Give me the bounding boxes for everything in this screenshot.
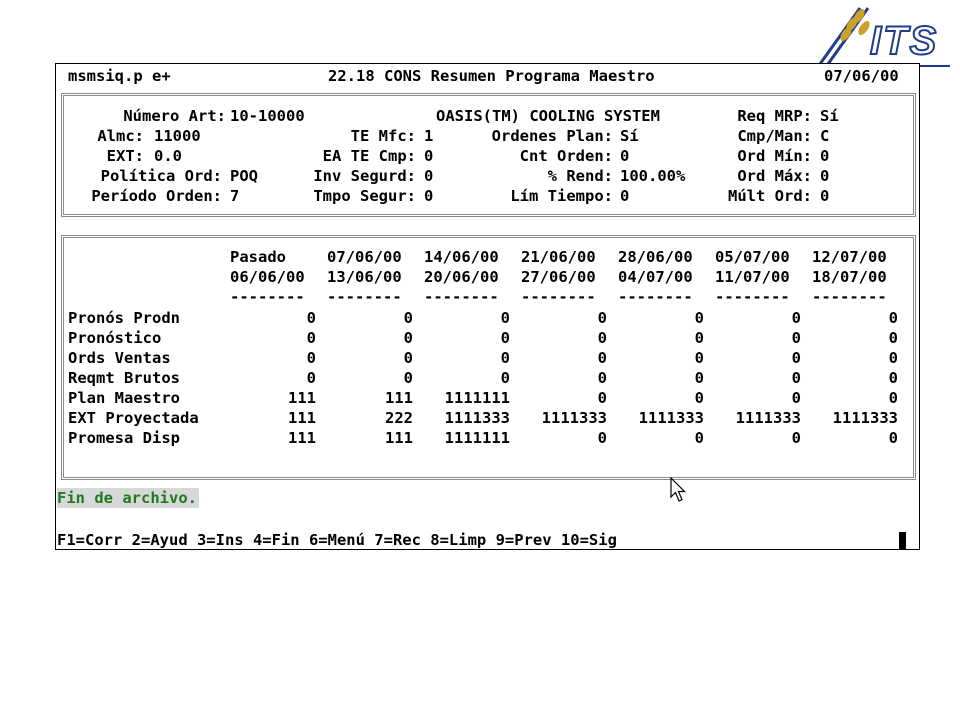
- function-keys-bar[interactable]: F1=Corr 2=Ayud 3=Ins 4=Fin 6=Menú 7=Rec 8=Limp 9=Prev 10=Sig: [57, 531, 617, 549]
- req-mrp-label: Req MRP:: [737, 107, 812, 125]
- logo-text: ITS: [870, 19, 939, 63]
- cell-value: 0: [597, 349, 607, 367]
- cell-value: 111: [288, 409, 316, 427]
- cell-value: 0: [791, 349, 801, 367]
- cell-value: 0: [403, 369, 413, 387]
- cell-value: 111: [288, 429, 316, 447]
- cell-value: 111: [288, 389, 316, 407]
- cell-value: 1111111: [444, 429, 510, 447]
- cell-value: 0: [888, 369, 898, 387]
- cell-value: 0: [500, 349, 510, 367]
- politica-ord-label: Política Ord:: [100, 167, 222, 185]
- col-6-from: 12/07/00: [812, 248, 887, 266]
- cell-value: 0: [597, 329, 607, 347]
- ord-min-label: Ord Mín:: [737, 147, 812, 165]
- cell-value: 0: [791, 329, 801, 347]
- row-label-ords-ventas: Ords Ventas: [68, 349, 171, 367]
- te-mfc-value: 1: [424, 127, 434, 145]
- ea-te-cmp-value: 0: [424, 147, 434, 165]
- te-mfc-label: TE Mfc:: [350, 127, 416, 145]
- cnt-orden-value: 0: [620, 147, 630, 165]
- cell-value: 0: [306, 309, 316, 327]
- ea-te-cmp-label: EA TE Cmp:: [322, 147, 416, 165]
- mult-ord-label: Múlt Ord:: [728, 187, 812, 205]
- cell-value: 1111333: [735, 409, 801, 427]
- cell-value: 111: [385, 389, 413, 407]
- politica-ord-value: POQ: [230, 167, 258, 185]
- ord-min-value: 0: [820, 147, 830, 165]
- cell-value: 0: [694, 349, 704, 367]
- cell-value: 111: [385, 429, 413, 447]
- inv-segurd-value: 0: [424, 167, 434, 185]
- col-3-separator: --------: [521, 288, 596, 306]
- almc-value: 11000: [154, 127, 201, 145]
- cell-value: 0: [500, 309, 510, 327]
- ordenes-plan-label: Ordenes Plan:: [491, 127, 613, 145]
- rend-value: 100.00%: [620, 167, 686, 185]
- col-4-separator: --------: [618, 288, 693, 306]
- ord-max-label: Ord Máx:: [737, 167, 812, 185]
- cell-value: 0: [597, 369, 607, 387]
- cell-value: 1111333: [638, 409, 704, 427]
- mouse-pointer-icon: [670, 477, 686, 503]
- lim-tiempo-label: Lím Tiempo:: [510, 187, 613, 205]
- numero-art-label: Número Art:: [123, 107, 226, 125]
- cell-value: 0: [888, 309, 898, 327]
- row-label-ext-proyectada: EXT Proyectada: [68, 409, 199, 427]
- cell-value: 0: [694, 429, 704, 447]
- col-0-to: 06/06/00: [230, 268, 305, 286]
- cell-value: 0: [791, 369, 801, 387]
- cell-value: 0: [888, 429, 898, 447]
- program-name: msmsiq.p e+: [68, 67, 171, 85]
- ord-max-value: 0: [820, 167, 830, 185]
- col-2-separator: --------: [424, 288, 499, 306]
- cell-value: 0: [306, 349, 316, 367]
- col-4-from: 28/06/00: [618, 248, 693, 266]
- wheat-icon: [820, 7, 872, 64]
- inv-segurd-label: Inv Segurd:: [313, 167, 416, 185]
- page-title: 22.18 CONS Resumen Programa Maestro: [328, 67, 655, 85]
- cell-value: 0: [888, 329, 898, 347]
- almc-label: Almc:: [97, 127, 144, 145]
- ext-value: 0.0: [154, 147, 182, 165]
- cell-value: 0: [694, 309, 704, 327]
- lim-tiempo-value: 0: [620, 187, 630, 205]
- text-cursor: [899, 532, 906, 550]
- cell-value: 0: [403, 349, 413, 367]
- col-5-to: 11/07/00: [715, 268, 790, 286]
- cell-value: 0: [888, 389, 898, 407]
- terminal-window: [55, 63, 920, 550]
- cmp-man-label: Cmp/Man:: [737, 127, 812, 145]
- cell-value: 0: [500, 369, 510, 387]
- col-1-from: 07/06/00: [327, 248, 402, 266]
- cell-value: 0: [791, 429, 801, 447]
- row-label-reqmt-brutos: Reqmt Brutos: [68, 369, 180, 387]
- cell-value: 0: [888, 349, 898, 367]
- rend-label: % Rend:: [547, 167, 613, 185]
- col-1-to: 13/06/00: [327, 268, 402, 286]
- req-mrp-value: Sí: [820, 107, 839, 125]
- row-label-pronos-prodn: Pronós Prodn: [68, 309, 180, 327]
- periodo-orden-label: Período Orden:: [91, 187, 222, 205]
- col-2-to: 20/06/00: [424, 268, 499, 286]
- header-date: 07/06/00: [824, 67, 899, 85]
- mult-ord-value: 0: [820, 187, 830, 205]
- ordenes-plan-value: Sí: [620, 127, 639, 145]
- row-label-plan-maestro: Plan Maestro: [68, 389, 180, 407]
- col-5-separator: --------: [715, 288, 790, 306]
- tmpo-segur-value: 0: [424, 187, 434, 205]
- cell-value: 0: [694, 369, 704, 387]
- cell-value: 0: [694, 329, 704, 347]
- cell-value: 1111333: [832, 409, 898, 427]
- cell-value: 0: [500, 329, 510, 347]
- cell-value: 0: [597, 389, 607, 407]
- col-0-from: Pasado: [230, 248, 286, 266]
- col-5-from: 05/07/00: [715, 248, 790, 266]
- cell-value: 1111333: [444, 409, 510, 427]
- cell-value: 0: [597, 309, 607, 327]
- cell-value: 0: [403, 309, 413, 327]
- col-3-to: 27/06/00: [521, 268, 596, 286]
- cell-value: 0: [597, 429, 607, 447]
- row-label-promesa-disp: Promesa Disp: [68, 429, 180, 447]
- cmp-man-value: C: [820, 127, 830, 145]
- cell-value: 222: [385, 409, 413, 427]
- periodo-orden-value: 7: [230, 187, 240, 205]
- cell-value: 0: [306, 329, 316, 347]
- ext-label: EXT:: [106, 147, 144, 165]
- its-logo: [808, 2, 954, 70]
- tmpo-segur-label: Tmpo Segur:: [313, 187, 416, 205]
- cell-value: 0: [791, 389, 801, 407]
- status-message: Fin de archivo.: [57, 489, 197, 507]
- col-6-to: 18/07/00: [812, 268, 887, 286]
- col-6-separator: --------: [812, 288, 887, 306]
- row-label-pronostico: Pronóstico: [68, 329, 162, 347]
- cell-value: 1111111: [444, 389, 510, 407]
- col-2-from: 14/06/00: [424, 248, 499, 266]
- cell-value: 0: [403, 329, 413, 347]
- cell-value: 0: [791, 309, 801, 327]
- cnt-orden-label: Cnt Orden:: [519, 147, 613, 165]
- numero-art-field[interactable]: 10-10000: [230, 107, 305, 125]
- cell-value: 0: [694, 389, 704, 407]
- cell-value: 1111333: [541, 409, 607, 427]
- item-description: OASIS(TM) COOLING SYSTEM: [436, 107, 660, 125]
- cell-value: 0: [306, 369, 316, 387]
- col-0-separator: --------: [230, 288, 305, 306]
- col-4-to: 04/07/00: [618, 268, 693, 286]
- col-3-from: 21/06/00: [521, 248, 596, 266]
- col-1-separator: --------: [327, 288, 402, 306]
